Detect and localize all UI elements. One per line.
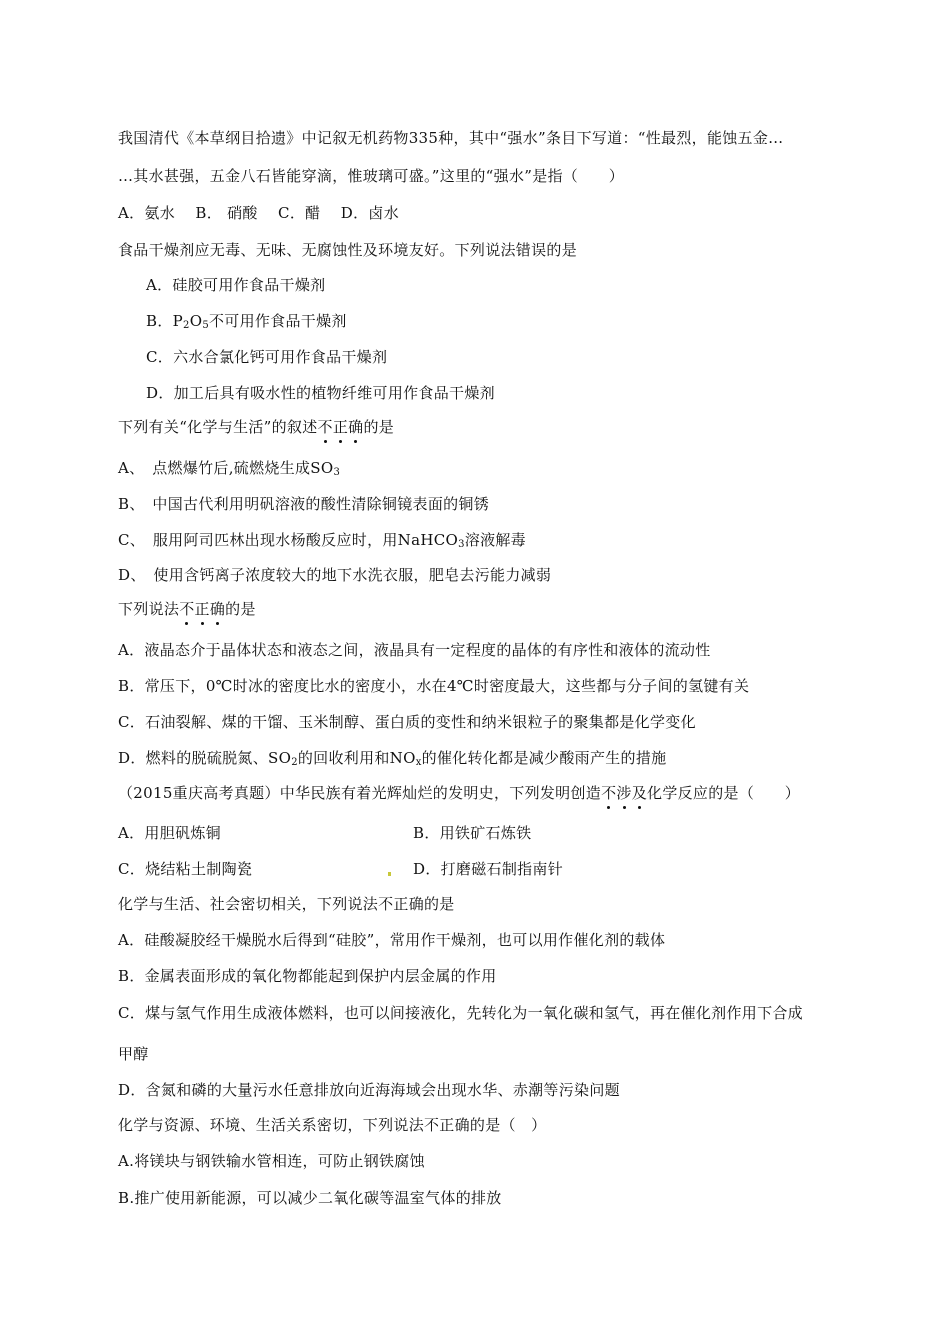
- emphasis-char: 及: [631, 784, 648, 802]
- emphasis-char: 正: [194, 600, 210, 618]
- q5-option-b: B．用铁矿石炼铁: [413, 824, 532, 842]
- q4-option-a: A．液晶态介于晶体状态和液态之间，液晶具有一定程度的晶体的有序性和液体的流动性: [118, 641, 711, 659]
- q6-stem: 化学与生活、社会密切相关，下列说法不正确的是: [118, 895, 455, 913]
- q7-option-b: B.推广使用新能源，可以减少二氧化碳等温室气体的排放: [118, 1189, 502, 1207]
- q2-option-a: A．硅胶可用作食品干燥剂: [146, 276, 326, 294]
- q5-stem: （2015重庆高考真题）中华民族有着光辉灿烂的发明史，下列发明创造不涉及化学反应的是（ ）: [118, 784, 801, 802]
- q5-option-d: D．打磨磁石制指南针: [413, 860, 564, 878]
- q6-option-c-line2: 甲醇: [118, 1045, 149, 1063]
- stray-mark: [388, 872, 391, 876]
- q3-stem: 下列有关“化学与生活”的叙述不正确的是: [118, 418, 395, 436]
- emphasis-char: 确: [348, 418, 364, 436]
- q4-stem: 下列说法不正确的是: [118, 600, 256, 618]
- q1-options: A．氨水 B． 硝酸 C．醋 D．卤水: [118, 204, 400, 222]
- q1-stem-line1: 我国清代《本草纲目拾遗》中记叙无机药物335种，其中“强水”条目下写道：“性最烈，能蚀五金…: [118, 129, 784, 147]
- q7-option-a: A.将镁块与钢铁输水管相连，可防止钢铁腐蚀: [118, 1152, 425, 1170]
- q4-option-d: D．燃料的脱硫脱氮、$SO_2$的回收利用和$NO_x$的催化转化都是减少酸雨产生的措施: [118, 749, 667, 768]
- q1-stem-line2: …其水甚强，五金八石皆能穿滴，惟玻璃可盛。”这里的“强水”是指（ ）: [118, 167, 625, 185]
- q6-option-a: A．硅酸凝胶经干燥脱水后得到“硅胶”，常用作干燥剂，也可以用作催化剂的载体: [118, 931, 666, 949]
- emphasis-char: 不: [317, 418, 333, 436]
- q3-option-c: C、 服用阿司匹林出现水杨酸反应时，用NaHCO$_3$溶液解毒: [118, 531, 526, 550]
- q3-option-d: D、 使用含钙离子浓度较大的地下水洗衣服，肥皂去污能力减弱: [118, 566, 552, 584]
- q2-option-b: B．$P_2O_5$不可用作食品干燥剂: [146, 312, 347, 331]
- emphasis-char: 正: [332, 418, 349, 436]
- emphasis-char: 不: [179, 600, 195, 618]
- emphasis-char: 涉: [616, 784, 632, 802]
- q6-option-b: B．金属表面形成的氧化物都能起到保护内层金属的作用: [118, 967, 497, 985]
- q6-option-c-line1: C．煤与氢气作用生成液体燃料，也可以间接液化，先转化为一氧化碳和氢气，再在催化剂作用下合成: [118, 1004, 803, 1022]
- q3-option-b: B、 中国古代利用明矾溶液的酸性清除铜镜表面的铜锈: [118, 495, 490, 513]
- q4-option-c: C．石油裂解、煤的干馏、玉米制醇、蛋白质的变性和纳米银粒子的聚集都是化学变化: [118, 713, 696, 731]
- q3-option-a: A、 点燃爆竹后,硫燃烧生成$SO_3$: [118, 459, 341, 478]
- q2-stem: 食品干燥剂应无毒、无味、无腐蚀性及环境友好。下列说法错误的是: [118, 241, 578, 259]
- emphasis-char: 确: [209, 600, 226, 618]
- q5-option-a: A．用胆矾炼铜: [118, 824, 221, 842]
- q5-option-c: C．烧结粘土制陶瓷: [118, 860, 253, 878]
- q7-stem: 化学与资源、环境、生活关系密切，下列说法不正确的是（ ）: [118, 1116, 547, 1134]
- q2-option-d: D．加工后具有吸水性的植物纤维可用作食品干燥剂: [146, 384, 495, 402]
- emphasis-char: 不: [601, 784, 617, 802]
- q6-option-d: D．含氮和磷的大量污水任意排放向近海海域会出现水华、赤潮等污染问题: [118, 1081, 620, 1099]
- q2-option-c: C．六水合氯化钙可用作食品干燥剂: [146, 348, 388, 366]
- q4-option-b: B．常压下，0℃时冰的密度比水的密度小，水在4℃时密度最大，这些都与分子间的氢键有关: [118, 677, 750, 695]
